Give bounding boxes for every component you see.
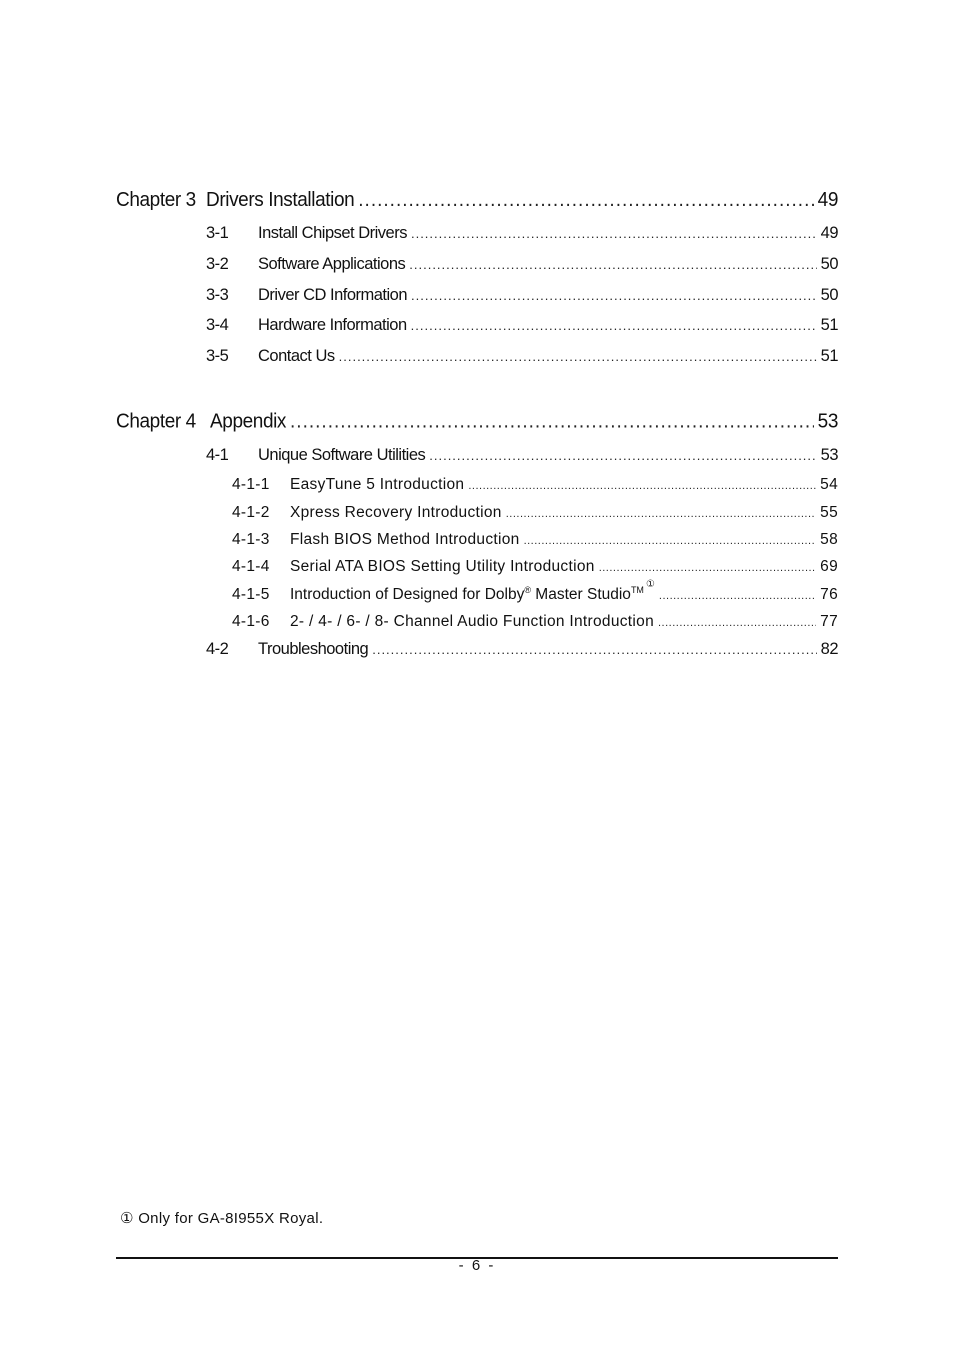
dot-leader [429, 448, 816, 463]
dot-leader [658, 617, 816, 629]
title-part: Introduction of Designed for Dolby [290, 586, 525, 603]
subsection-number: 4-1-2 [232, 504, 270, 521]
footnote-marker: ① [645, 579, 655, 590]
toc-subsection [0, 531, 954, 549]
toc-subsection [0, 558, 954, 576]
toc-subsection [0, 476, 954, 494]
toc-subsection [0, 579, 954, 604]
subsection-title: Flash BIOS Method Introduction [290, 531, 520, 548]
dot-leader [659, 590, 816, 602]
dot-leader [339, 349, 817, 364]
subsection-number: 4-1-4 [232, 558, 270, 575]
page-ref: 49 [820, 224, 838, 242]
page-ref: 51 [820, 347, 838, 365]
chapter-title: Appendix [210, 410, 287, 433]
dot-leader [358, 189, 813, 212]
dot-leader [411, 226, 817, 241]
registered-mark: ® [524, 584, 531, 595]
page-ref: 53 [820, 446, 838, 464]
section-number: 3-3 [206, 286, 229, 304]
toc-subsection [0, 504, 954, 522]
toc-section [0, 255, 954, 274]
page-ref: 58 [820, 531, 838, 548]
page-ref: 50 [820, 286, 838, 304]
toc-section [0, 316, 954, 335]
section-number: 3-4 [206, 316, 229, 334]
dot-leader [411, 288, 817, 303]
toc-chapter-4 [0, 410, 954, 433]
section-number: 3-1 [206, 224, 229, 242]
page-ref: 51 [820, 316, 838, 334]
subsection-number: 4-1-5 [232, 586, 270, 603]
toc-section [0, 286, 954, 305]
section-number: 4-2 [206, 640, 229, 658]
subsection-title: EasyTune 5 Introduction [290, 476, 465, 493]
chapter-number: Chapter 3 [116, 189, 196, 212]
toc-subsection [0, 613, 954, 631]
trademark-mark: TM [630, 584, 644, 595]
section-number: 3-5 [206, 347, 229, 365]
footnote: ① Only for GA-8I955X Royal. [120, 1210, 324, 1227]
section-title: Unique Software Utilities [258, 446, 426, 464]
dot-leader [411, 318, 817, 333]
chapter-number: Chapter 4 [116, 410, 196, 433]
toc-section [0, 224, 954, 243]
page-ref: 50 [820, 255, 838, 273]
page-ref: 49 [817, 189, 838, 212]
page-ref: 69 [820, 558, 838, 575]
dot-leader [506, 508, 816, 520]
page-number: - 6 - [458, 1257, 496, 1274]
subsection-title: Serial ATA BIOS Setting Utility Introduction [290, 558, 595, 575]
toc-section [0, 347, 954, 366]
subsection-number: 4-1-3 [232, 531, 270, 548]
toc-section [0, 446, 954, 465]
subsection-number: 4-1-6 [232, 613, 270, 630]
section-title: Contact Us [258, 347, 335, 365]
section-title: Hardware Information [258, 316, 407, 334]
toc-chapter-3 [0, 189, 954, 212]
chapter-title: Drivers Installation [206, 189, 355, 212]
toc-section [0, 640, 954, 659]
section-number: 4-1 [206, 446, 229, 464]
page-ref: 77 [820, 613, 838, 630]
dot-leader [409, 257, 816, 272]
section-title: Install Chipset Drivers [258, 224, 407, 242]
section-number: 3-2 [206, 255, 229, 273]
section-title: Driver CD Information [258, 286, 408, 304]
page-ref: 76 [820, 586, 838, 603]
dot-leader [468, 480, 816, 492]
page-ref: 54 [820, 476, 838, 493]
section-title: Software Applications [258, 255, 406, 273]
dot-leader [372, 642, 816, 657]
page-ref: 82 [820, 640, 838, 658]
dot-leader [524, 535, 817, 547]
title-part: Master Studio [531, 586, 631, 603]
page-ref: 55 [820, 504, 838, 521]
page-ref: 53 [817, 410, 838, 433]
subsection-title: Xpress Recovery Introduction [290, 504, 502, 521]
section-title: Troubleshooting [258, 640, 369, 658]
subsection-title: 2- / 4- / 6- / 8- Channel Audio Function Introduction [290, 613, 654, 630]
subsection-number: 4-1-1 [232, 476, 270, 493]
dot-leader [290, 410, 814, 433]
subsection-title [290, 579, 655, 604]
dot-leader [599, 562, 816, 574]
